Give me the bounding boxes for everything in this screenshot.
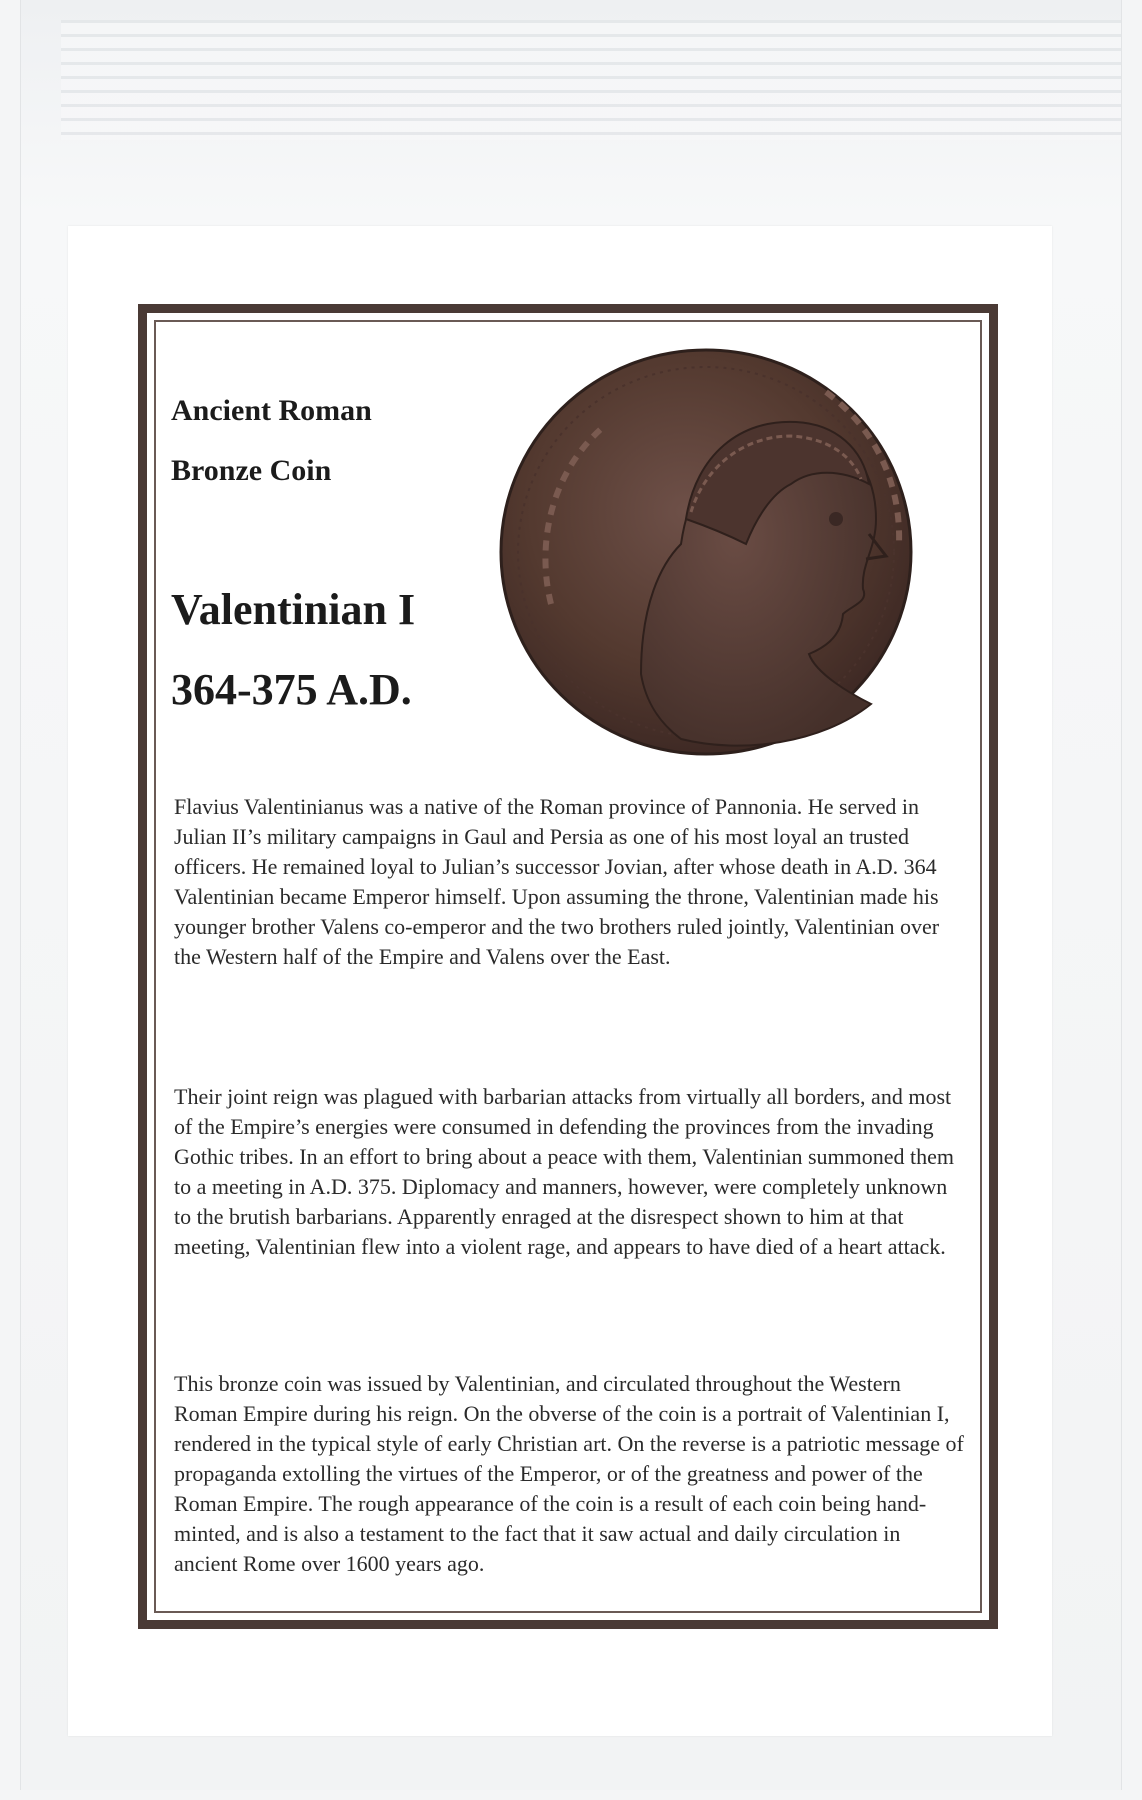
heading-bronze-coin: Bronze Coin <box>171 454 332 487</box>
certificate-card <box>68 226 1052 1736</box>
heading-ancient-roman: Ancient Roman <box>171 394 372 427</box>
coin-dates: 364-375 A.D. <box>171 665 412 714</box>
coin-portrait-image <box>491 344 921 764</box>
coin-title: Valentinian I <box>171 585 416 634</box>
paragraph-reign: Their joint reign was plagued with barbarian attacks from virtually all borders, and most of the Empire’s energies were consumed in defending the provinces from the invading Gothic tribes. In an effort to bring about a peace with them, Valentinian summoned them to a meeting in A.D. 375. Diplomacy and manners, however, were completely unknown to the brutish barbarians. Apparently enraged at the disrespect shown to him at that meeting, Valentinian flew into a violent rage, and appears to have died of a heart attack. <box>174 1084 954 1259</box>
zip-seal <box>61 20 1121 140</box>
paragraph-history: Flavius Valentinianus was a native of the Roman province of Pannonia. He served in Julian II’s military campaigns in Gaul and Persia as one of his most loyal an trusted officers. He remained loyal to Julian’s successor Jovian, after whose death in A.D. 364 Valentinian became Emperor himself. Upon assuming the throne, Valentinian made his younger brother Valens co-emperor and the two brothers ruled jointly, Valentinian over the Western half of the Empire and Valens over the East. <box>174 794 940 969</box>
paragraph-coin-description: This bronze coin was issued by Valentinian, and circulated throughout the Western Roman Empire during his reign. On the obverse of the coin is a portrait of Valentinian I, rendered in the typical style of early Christian art. On the reverse is a patriotic message of propaganda extolling the virtues of the Emperor, or of the greatness and power of the Roman Empire. The rough appearance of the coin is a result of each coin being hand-minted, and is also a testament to the fact that it saw actual and daily circulation in ancient Rome over 1600 years ago. <box>174 1371 964 1576</box>
